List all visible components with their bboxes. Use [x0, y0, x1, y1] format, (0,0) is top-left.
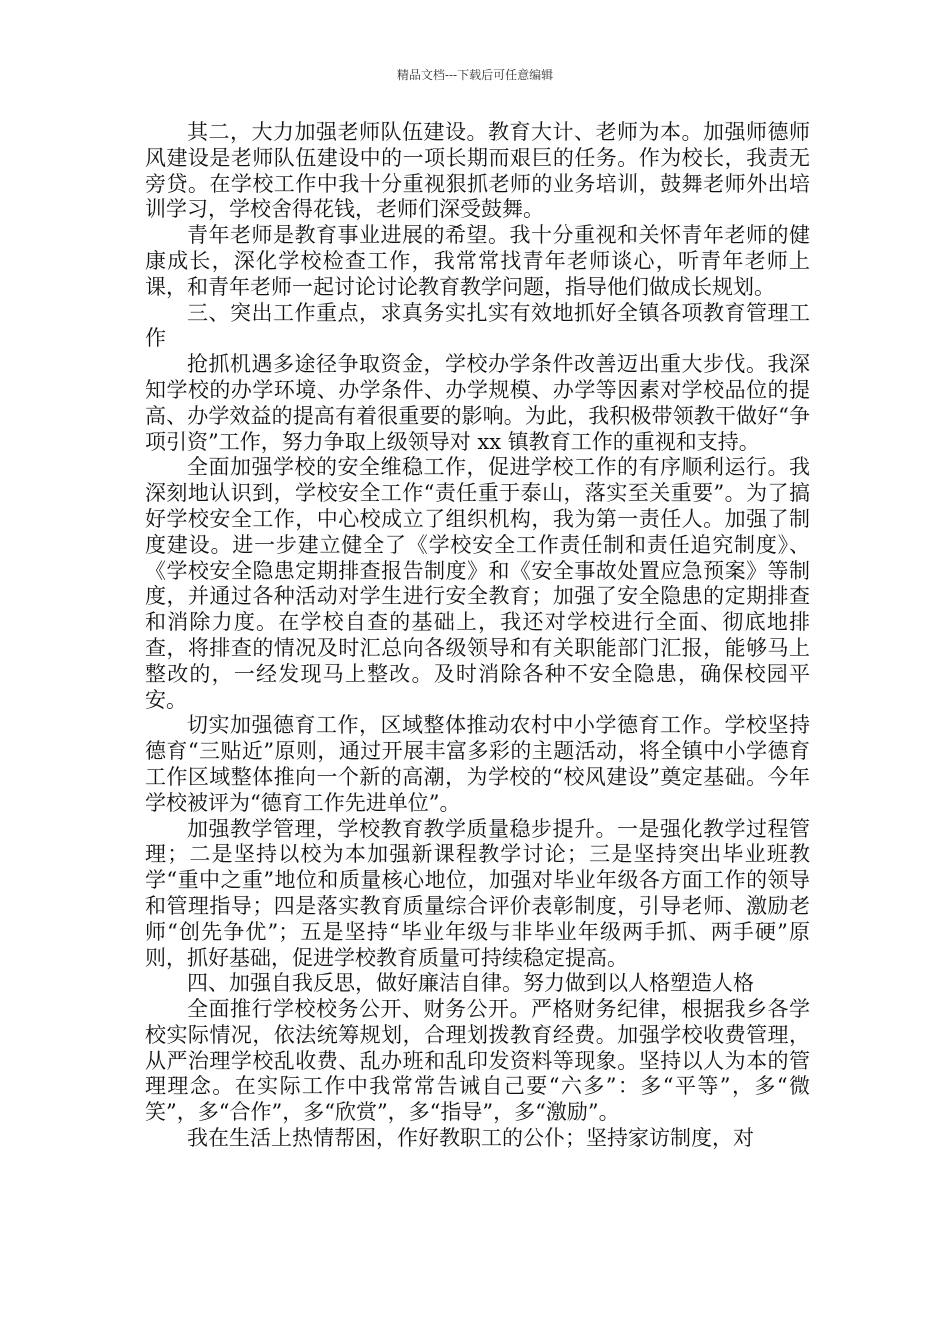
- page-header: 精品文档---下载后可任意编辑: [396, 68, 554, 82]
- paragraph-2: 青年老师是教育事业进展的希望。我十分重视和关怀青年老师的健康成长，深化学校检查工作，我常常找青年老师谈心，听青年老师上课，和青年老师一起讨论讨论教育教学问题，指导他们做成长规划。: [145, 223, 810, 299]
- section-heading-3: 三、突出工作重点，求真务实扎实有效地抓好全镇各项教育管理工作: [145, 300, 810, 351]
- paragraph-6: 切实加强德育工作，区域整体推动农村中小学德育工作。学校坚持德育“三贴近”原则，通过开展丰富多彩的主题活动，将全镇中小学德育工作区域整体推向一个新的高潮，为学校的“校风建设”奠定基础。今年学校被评为“德育工作先进单位”。: [145, 713, 810, 815]
- paragraph-10: 我在生活上热情帮困，作好教职工的公仆；坚持家访制度，对: [187, 1126, 754, 1151]
- paragraph-1: 其二，大力加强老师队伍建设。教育大计、老师为本。加强师德师风建设是老师队伍建设中的一项长期而艰巨的任务。作为校长，我责无旁贷。在学校工作中我十分重视狠抓老师的业务培训，鼓舞老师外出培训学习，学校舍得花钱，老师们深受鼓舞。: [145, 120, 810, 222]
- section-heading-8: 四、加强自我反思，做好廉洁自律。努力做到以人格塑造人格: [187, 971, 754, 996]
- document-body: [145, 120, 810, 1152]
- paragraph-4: 抢抓机遇多途径争取资金，学校办学条件改善迈出重大步伐。我深知学校的办学环境、办学条件、办学规模、办学等因素对学校品位的提高、办学效益的提高有着很重要的影响。为此，我积极带领教干做好“争项引资”工作，努力争取上级领导对 xx 镇教育工作的重视和支持。: [145, 352, 810, 454]
- paragraph-9: 全面推行学校校务公开、财务公开。严格财务纪律，根据我乡各学校实际情况，依法统筹规划，合理划拨教育经费。加强学校收费管理，从严治理学校乱收费、乱办班和乱印发资料等现象。坚持以人为本的管理理念。在实际工作中我常常告诫自己要“六多”：多“平等”，多“微笑”，多“合作”，多“欣赏”，多“指导”，多“激励”。: [145, 997, 810, 1125]
- paragraph-7: 加强教学管理，学校教育教学质量稳步提升。一是强化教学过程管理；二是坚持以校为本加强新课程教学讨论；三是坚持突出毕业班教学“重中之重”地位和质量核心地位，加强对毕业年级各方面工作的领导和管理指导；四是落实教育质量综合评价表彰制度，引导老师、激励老师“创先争优”；五是坚持“毕业年级与非毕业年级两手抓、两手硬”原则，抓好基础，促进学校教育质量可持续稳定提高。: [145, 816, 810, 970]
- paragraph-5: 全面加强学校的安全维稳工作，促进学校工作的有序顺利运行。我深刻地认识到，学校安全工作“责任重于泰山，落实至关重要”。为了搞好学校安全工作，中心校成立了组织机构，我为第一责任人。加强了制度建设。进一步建立健全了《学校安全工作责任制和责任追究制度》、《学校安全隐患定期排查报告制度》和《安全事故处置应急预案》等制度，并通过各种活动对学生进行安全教育；加强了安全隐患的定期排查和消除力度。在学校自查的基础上，我还对学校进行全面、彻底地排查，将排查的情况及时汇总向各级领导和有关职能部门汇报，能够马上整改的，一经发现马上整改。及时消除各种不安全隐患，确保校园平安。: [145, 455, 810, 712]
